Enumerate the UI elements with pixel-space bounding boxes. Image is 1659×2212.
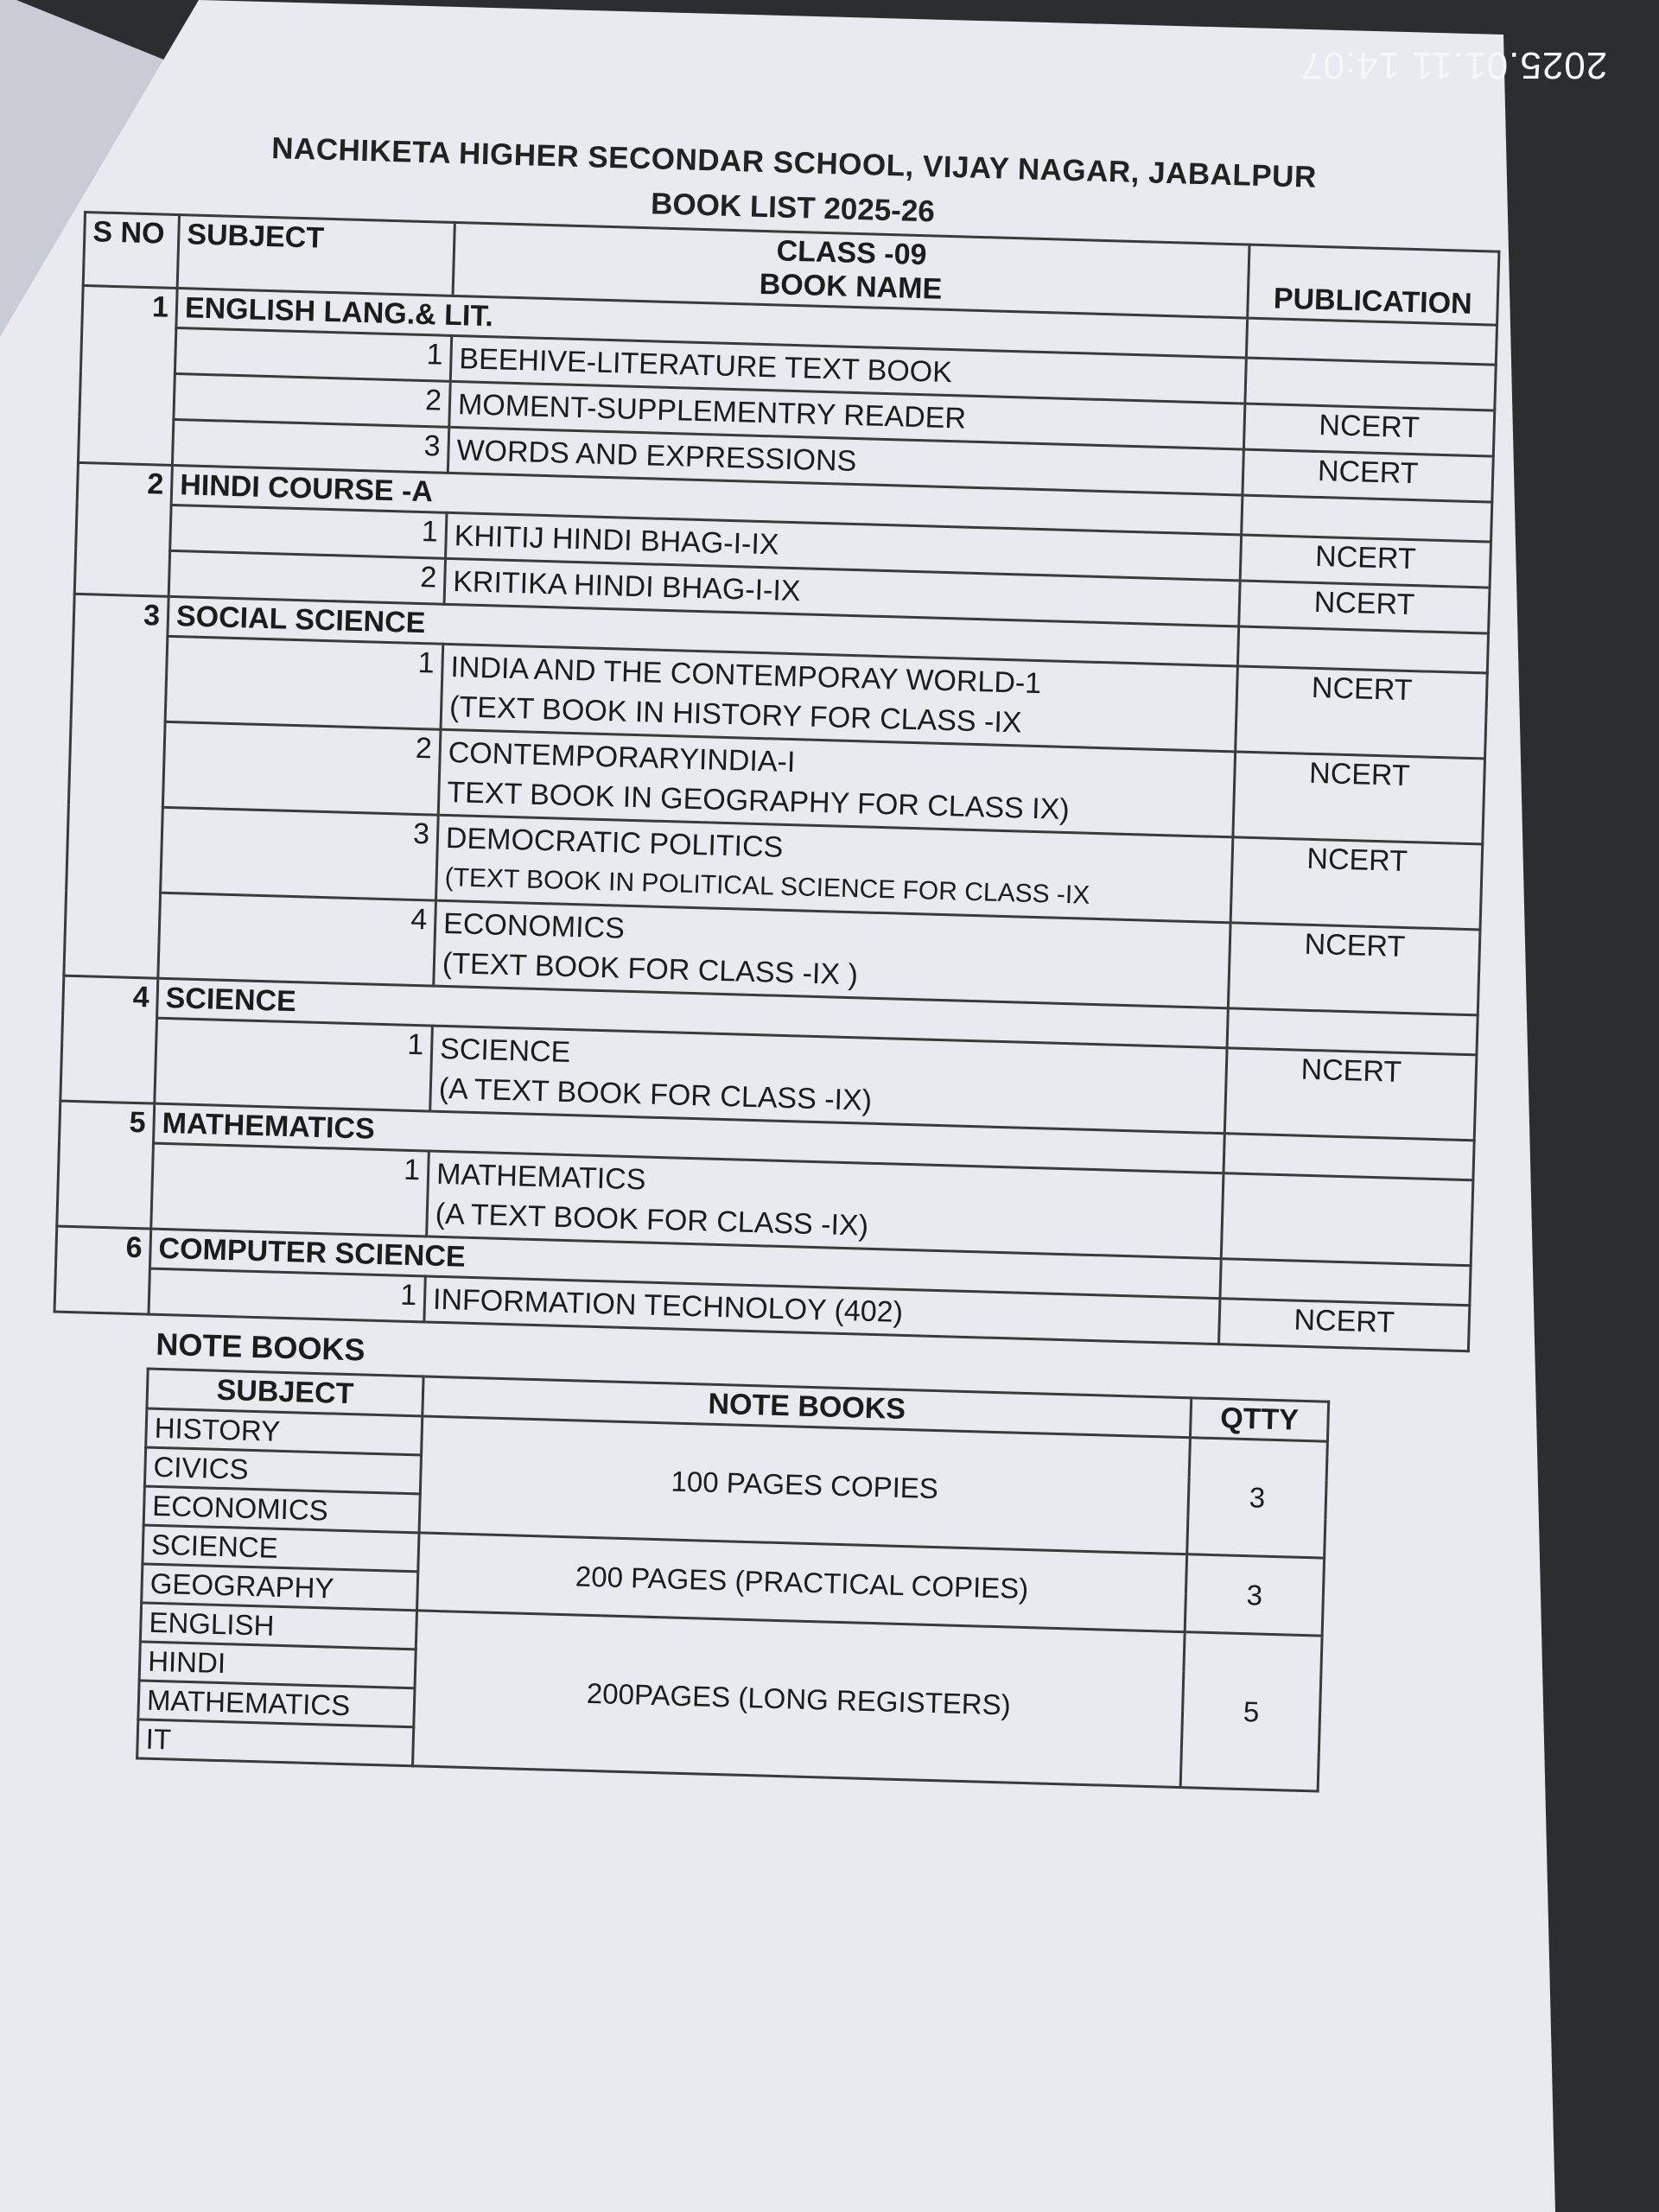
book-publication: NCERT: [1233, 752, 1485, 844]
notebooks-body: [137, 1408, 1328, 1791]
book-title-line: (A TEXT BOOK FOR CLASS -IX): [438, 1071, 873, 1117]
book-title-line: (TEXT BOOK IN HISTORY FOR CLASS -IX: [448, 690, 1023, 740]
book-number: 4: [158, 893, 436, 986]
book-title-line: WORDS AND EXPRESSIONS: [455, 434, 857, 479]
subject-name: ENGLISH LANG.& LIT.: [176, 289, 1248, 359]
subject-name: SOCIAL SCIENCE: [168, 596, 1239, 666]
list-title: BOOK LIST 2025-26: [650, 187, 936, 229]
notebook-description: 200 PAGES (PRACTICAL COPIES): [417, 1533, 1187, 1632]
subject-name: MATHEMATICS: [153, 1103, 1224, 1173]
book-publication: NCERT: [1218, 1299, 1469, 1351]
notebook-subject: ECONOMICS: [143, 1486, 420, 1533]
notebook-subject: MATHEMATICS: [138, 1681, 415, 1727]
notebooks-title: NOTE BOOKS: [155, 1325, 366, 1368]
book-number: 1: [155, 1018, 433, 1111]
book-list-document: [41, 121, 1503, 1796]
book-number: 2: [162, 721, 441, 815]
notebook-description: 200PAGES (LONG REGISTERS): [412, 1611, 1185, 1788]
book-list-body: [54, 285, 1497, 1351]
notebook-subject: GEOGRAPHY: [142, 1564, 418, 1611]
notebook-subject: CIVICS: [144, 1447, 421, 1494]
subject-name: COMPUTER SCIENCE: [149, 1229, 1221, 1299]
notebook-subject: SCIENCE: [143, 1525, 419, 1572]
subject-name: SCIENCE: [157, 978, 1229, 1048]
book-number: 3: [161, 807, 439, 900]
book-title-line: KHITIJ HINDI BHAG-I-IX: [454, 519, 780, 562]
book-title-line: TEXT BOOK IN GEOGRAPHY FOR CLASS IX): [446, 775, 1071, 827]
book-publication: NCERT: [1224, 1048, 1477, 1141]
book-publication: [1245, 358, 1496, 410]
notebooks-table: [136, 1368, 1330, 1793]
book-title-line: INDIA AND THE CONTEMPORAY WORLD-1: [449, 651, 1042, 701]
book-publication: NCERT: [1243, 449, 1493, 502]
book-publication: NCERT: [1243, 404, 1494, 456]
book-title-line: MATHEMATICS: [435, 1157, 646, 1197]
nb-col-subject: SUBJECT: [147, 1369, 423, 1416]
col-publication: PUBLICATION: [1248, 245, 1499, 325]
book-title-line: (TEXT BOOK IN POLITICAL SCIENCE FOR CLASS -IX: [444, 862, 1090, 910]
book-title-line: BEEHIVE-LITERATURE TEXT BOOK: [458, 342, 953, 390]
notebook-subject: HINDI: [139, 1642, 416, 1688]
book-number: 3: [172, 419, 448, 473]
book-number: 2: [174, 373, 450, 427]
notebook-qty: 3: [1185, 1554, 1324, 1636]
book-publication: NCERT: [1228, 923, 1480, 1015]
subject-pub-empty: [1237, 626, 1488, 673]
notebook-subject: ENGLISH: [140, 1603, 416, 1649]
notebook-subject: HISTORY: [146, 1408, 423, 1455]
subject-sno: 4: [60, 976, 158, 1103]
book-list-table: [53, 211, 1500, 1352]
class-label: CLASS -09: [776, 234, 927, 272]
book-publication: [1221, 1173, 1473, 1266]
subject-pub-empty: [1242, 495, 1492, 542]
subject-sno: 3: [64, 594, 168, 978]
book-number: 1: [170, 505, 447, 558]
book-number: 1: [149, 1268, 425, 1322]
book-title-line: ECONOMICS: [442, 906, 626, 945]
subject-pub-empty: [1246, 318, 1497, 365]
photo-timestamp: 2025.01.11 14:07: [1300, 44, 1607, 86]
notebook-description: 100 PAGES COPIES: [419, 1416, 1190, 1554]
col-sno: S NO: [83, 213, 179, 289]
book-publication: NCERT: [1230, 837, 1483, 930]
book-number: 2: [168, 550, 445, 604]
book-title-line: CONTEMPORARYINDIA-I: [448, 735, 796, 779]
book-number: 1: [165, 636, 443, 729]
book-title-line: SCIENCE: [439, 1032, 571, 1070]
book-title-line: MOMENT-SUPPLEMENTRY READER: [457, 388, 967, 435]
notebook-qty: 3: [1187, 1438, 1328, 1558]
school-name: NACHIKETA HIGHER SECONDAR SCHOOL, VIJAY NAGAR, JABALPUR: [270, 131, 1318, 194]
book-title-line: INFORMATION TECHNOLOY (402): [432, 1282, 904, 1329]
book-title-line: KRITIKA HINDI BHAG-I-IX: [452, 565, 802, 608]
book-number: 1: [151, 1143, 429, 1236]
notebook-qty: 5: [1180, 1632, 1322, 1791]
subject-sno: 2: [74, 462, 172, 596]
subject-pub-empty: [1227, 1008, 1478, 1055]
book-publication: NCERT: [1240, 535, 1491, 588]
nb-col-notebooks: NOTE BOOKS: [423, 1376, 1192, 1438]
nb-col-qty: QTTY: [1190, 1398, 1328, 1441]
subject-sno: 5: [57, 1101, 155, 1229]
book-name-label: BOOK NAME: [759, 267, 943, 306]
subject-name: HINDI COURSE -A: [171, 465, 1243, 535]
book-title-line: (A TEXT BOOK FOR CLASS -IX): [435, 1197, 869, 1243]
notebook-subject: IT: [137, 1719, 414, 1766]
subject-sno: 6: [54, 1226, 151, 1314]
subject-pub-empty: [1224, 1134, 1474, 1180]
subject-pub-empty: [1220, 1259, 1471, 1306]
book-title-line: (TEXT BOOK FOR CLASS -IX ): [442, 946, 859, 992]
book-publication: NCERT: [1236, 666, 1488, 759]
book-publication: NCERT: [1239, 581, 1490, 633]
book-number: 1: [175, 327, 451, 381]
col-subject: SUBJECT: [177, 215, 454, 296]
subject-sno: 1: [78, 285, 177, 465]
book-title-line: DEMOCRATIC POLITICS: [445, 821, 784, 864]
